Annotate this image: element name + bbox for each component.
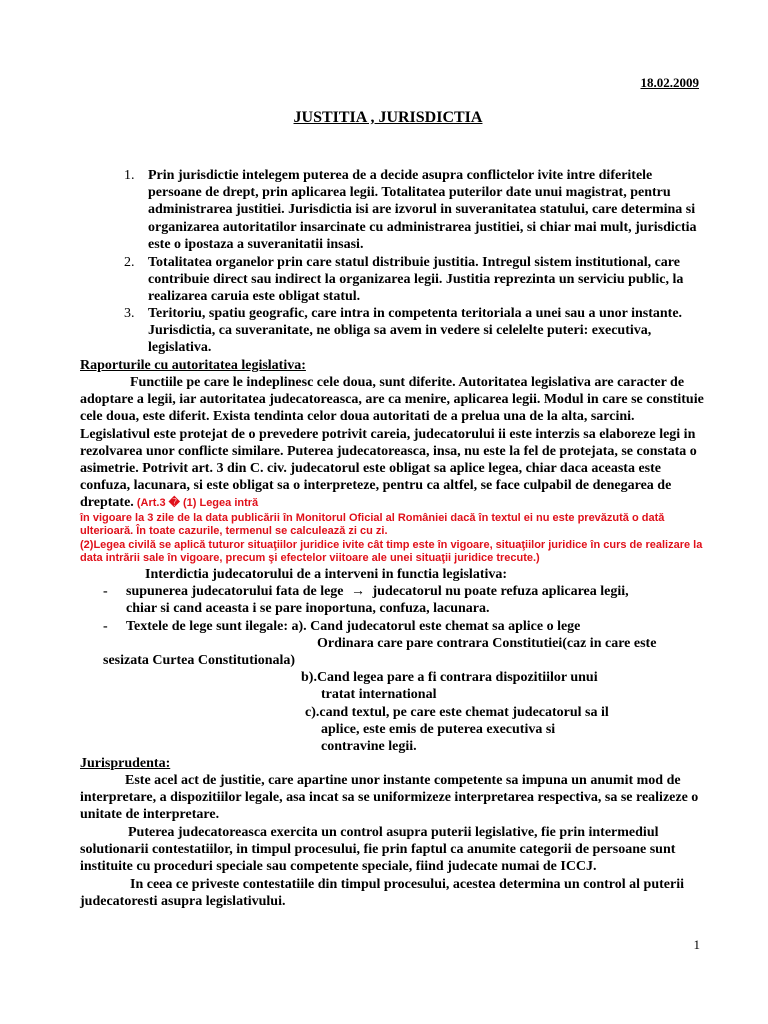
bullet-text: Textele de lege sunt ilegale: a). Cand judecatorul este chemat sa aplice o lege [126,619,581,634]
list-number: 3. [124,306,135,321]
subcase-b: tratat international [321,687,437,702]
section-paragraph [80,374,708,513]
jurisprudenta-paragraph: Este acel act de justitie, care apartine unor instante competente sa impuna un anumit mod de interpretare, a dispozitiilor legale, asa incat sa se uniformizeze interpretarea respectiva, sa se realizeze o unitate de interpretare. [80,773,699,823]
document-title: JUSTITIA , JURISDICTIA [293,109,483,126]
jurisprudenta-paragraph: In ceea ce priveste contestatiile din timpul procesului, acestea determina un control al puterii judecatoresti asupra legislativului. [80,877,684,910]
list-number: 2. [124,255,135,270]
paragraph-text: Functiile pe care le indeplinesc cele doua, sunt diferite. Autoritatea legislativa are caracter de adoptare a legii, iar autoritatea judecatoreasca, are ca menire, aplicarea legii. Modul in care se constituie cele doua, este diferit. Exista tendinta celor doua autoritati de a prelua una de la alta, sarcini. Legislativul este protejat de o prevedere potrivit careia, judecatorului ii este interzis sa elaboreze legi in rezolvarea unor conflicte similare. Puterea judecatoreasca, insa, nu este la fel de protejata, se constata o asimetrie. Potrivit art. 3 din C. civ. judecatorul este obligat sa aplice legea, chiar daca aceasta este confuza, lacunara, si este obligat sa o interpreteze, pentru ca altfel, se face culpabil de denegarea de dreptate. [80,375,704,511]
legal-note: (2)Legea civilă se aplică tuturor situaţiilor juridice ivite cât timp este în vigoare, situaţiilor juridice în curs de realizare la data intrării sale în vigoare, precum şi efectelor viitoare ale unei situaţii juridice trecute.) [80,539,703,564]
interdictia-heading: Interdictia judecatorului de a interveni in functia legislativa: [145,567,508,582]
subcase-c: c).cand textul, pe care este chemat judecatorul sa il [305,705,609,720]
right-arrow-icon: → [351,584,366,599]
legal-note: în vigoare la 3 zile de la data publicării în Monitorul Oficial al României dacă în textul ei nu este prevăzută o dată ulterioară. În toate cazurile, termenul se calculează zi cu zi. [80,512,665,537]
document-date: 18.02.2009 [640,75,699,90]
list-item: Totalitatea organelor prin care statul distribuie justitia. Intregul sistem institutional, care contribuie direct sau indirect la organizarea legii. Justitia reprezinta un serviciu public, la realizarea caruia este obligat statul. [148,255,684,305]
bullet-text: Ordinara care pare contrara Constitutiei(caz in care este [317,636,657,651]
subcase-c: aplice, este emis de puterea executiva si [321,722,556,737]
subcase-c: contravine legii. [321,739,417,754]
bullet-dash: - [103,584,108,599]
bullet-text: supunerea judecatorului fata de lege [126,584,344,599]
jurisprudenta-paragraph: Puterea judecatoreasca exercita un control asupra puterii legislative, fie prin intermediul solutionarii contestatiilor, in timpul procesului, fie prin faptul ca anumite categorii de persoane sunt instituite cu proceduri speciale sau competente speciale, fiind judecate numai de ICCJ. [80,825,676,875]
subcase-b: b).Cand legea pare a fi contrara dispozitiilor unui [301,670,598,685]
list-number: 1. [124,168,135,183]
section-heading-raporturile: Raporturile cu autoritatea legislativa: [80,358,306,373]
bullet-item [126,583,726,600]
bullet-text: judecatorul nu poate refuza aplicarea legii, [372,584,629,599]
bullet-text: sesizata Curtea Constitutionala) [103,653,296,668]
bullet-text: chiar si cand aceasta i se pare inoportuna, confuza, lacunara. [126,601,490,616]
page-number: 1 [693,937,700,952]
list-item: Prin jurisdictie intelegem puterea de a decide asupra conflictelor ivite intre diferitele persoane de drept, prin aplicarea legii. Totalitatea puterilor date unui magistrat, pentru administrarea justitiei. Jurisdictia isi are izvorul in suveranitatea statului, care determina si organizarea autoritatilor insarcinate cu administrarea justitiei, si chiar mai mult, jurisdictia este o ipostaza a suveranitatii insasi. [148,168,697,252]
section-heading-jurisprudenta: Jurisprudenta: [80,756,171,771]
bullet-dash: - [103,619,108,634]
list-item: Teritoriu, spatiu geografic, care intra in competenta teritoriala a unei sau a unor instante. Jurisdictia, ca suveranitate, ne obliga sa avem in vedere si celelelte puteri: executiva, legislativa. [148,306,683,356]
legal-reference: (Art.3 � (1) Legea intră [133,497,259,510]
